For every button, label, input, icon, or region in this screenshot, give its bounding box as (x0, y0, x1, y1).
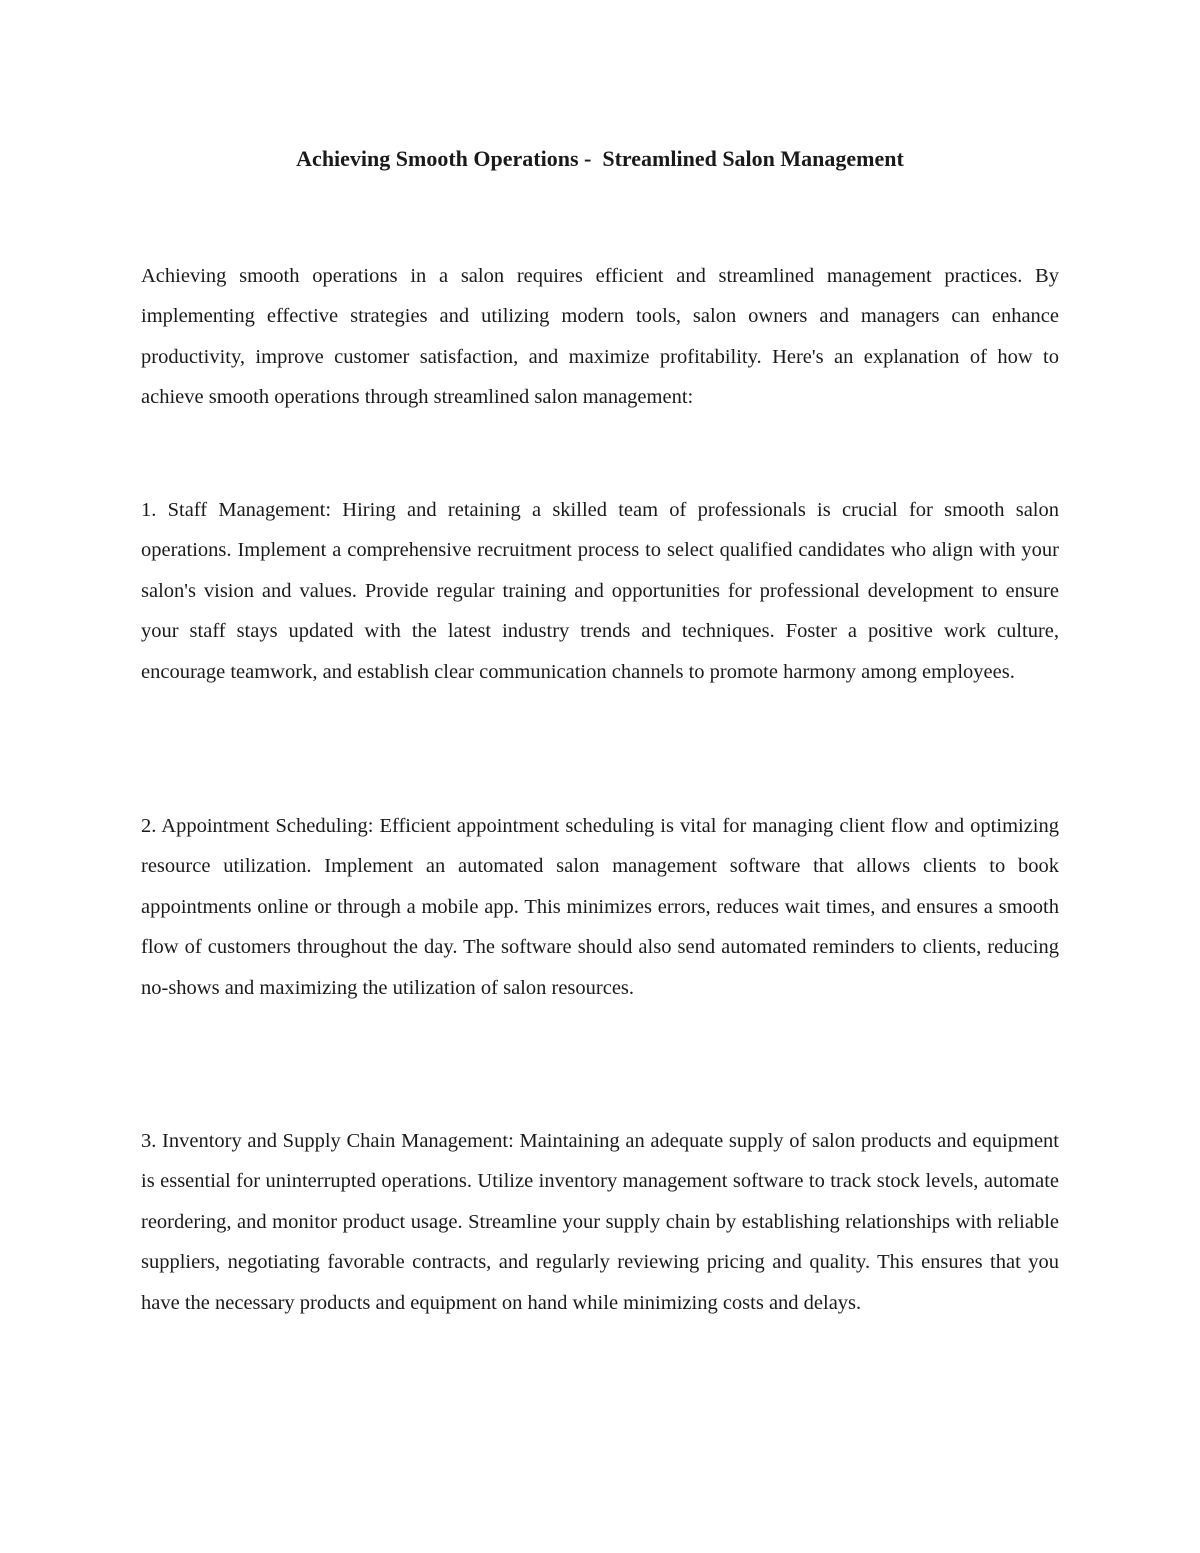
staff-management-paragraph: 1. Staff Management: Hiring and retaining a skilled team of professionals is crucial for smooth salon operations. Implement a comprehensive recruitment process to select qualified candidates who align with your salon's vision and values. Provide regular training and opportunities for professional development to ensure your staff stays updated with the latest industry trends and techniques. Foster a positive work culture, encourage teamwork, and establish clear communication channels to promote harmony among employees. (141, 499, 1059, 683)
appointment-scheduling-paragraph: 2. Appointment Scheduling: Efficient appointment scheduling is vital for managing client flow and optimizing resource utilization. Implement an automated salon management software that allows clients to book appointments online or through a mobile app. This minimizes errors, reduces wait times, and ensures a smooth flow of customers throughout the day. The software should also send automated reminders to clients, reducing no-shows and maximizing the utilization of salon resources. (141, 815, 1059, 999)
page-title: Achieving Smooth Operations - Streamlined Salon Management (296, 146, 904, 171)
intro-paragraph: Achieving smooth operations in a salon requires efficient and streamlined management practices. By implementing effective strategies and utilizing modern tools, salon owners and managers can enhance productivity, improve customer satisfaction, and maximize profitability. Here's an explanation of how to achieve smooth operations through streamlined salon management: (141, 265, 1059, 409)
inventory-management-paragraph: 3. Inventory and Supply Chain Management: Maintaining an adequate supply of salon products and equipment is essential for uninterrupted operations. Utilize inventory management software to track stock levels, automate reordering, and monitor product usage. Streamline your supply chain by establishing relationships with reliable suppliers, negotiating favorable contracts, and regularly reviewing pricing and quality. This ensures that you have the necessary products and equipment on hand while minimizing costs and delays. (141, 1130, 1059, 1314)
